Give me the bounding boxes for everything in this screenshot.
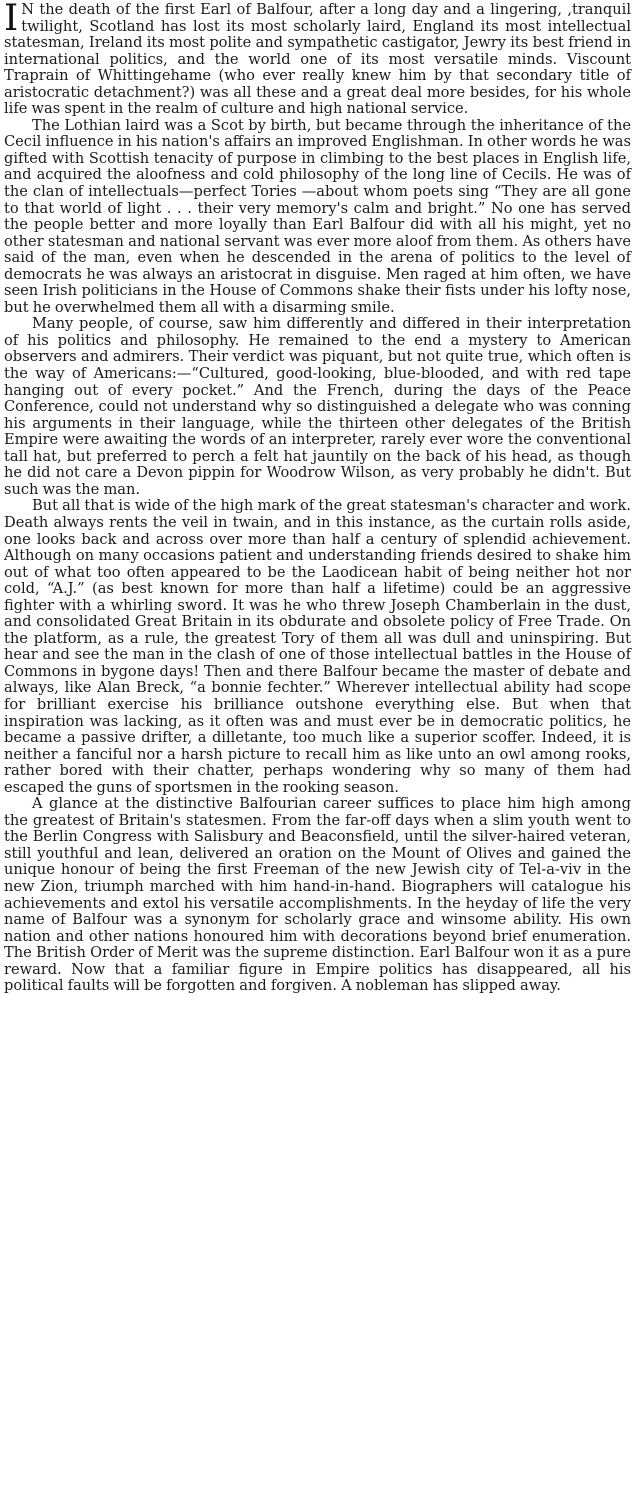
paragraph-3: Many people, of course, saw him differently and differed in their interpretation of his politics and philosophy. He remained to the end a mystery to American observers and admirers. Their verdict was piquant, but not quite true, which often is the way of Americans:—“Cultured, good-looking, blue-blooded, and with red tape hanging out of every pocket.” And the French, during the days of the Peace Conference, could not understand why so distinguished a delegate who was conning his arguments in their language, while the thirteen other delegates of the British Empire were awaiting the words of an interpreter, rarely ever wore the conventional tall hat, but preferred to perch a felt hat jauntily on the back of his head, as though he did not care a Devon pippin for Woodrow Wilson, as very probably he didn't. But such was the man.	[4, 315, 631, 498]
article-body	[4, 2, 631, 995]
drop-cap: I	[4, 0, 19, 39]
paragraph-5: A glance at the distinctive Balfourian career suffices to place him high among the greatest of Britain's statesmen. From the far-off days when a slim youth went to the Berlin Congress with Salisbury and Beaconsfield, until the silver-haired veteran, still youthful and lean, delivered an oration on the Mount of Olives and gained the unique honour of being the first Freeman of the new Jewish city of Tel-a-viv in the new Zion, triumph marched with him hand-in-hand. Biographers will catalogue his achievements and extol his versatile accomplishments. In the heyday of life the very name of Balfour was a synonym for scholarly grace and winsome ability. His own nation and other nations honoured him with decorations beyond brief enumeration. The British Order of Merit was the supreme distinction. Earl Balfour won it as a pure reward. Now that a familiar figure in Empire politics has disappeared, all his political faults will be forgotten and forgiven. A nobleman has slipped away.	[4, 795, 631, 995]
paragraph-2: The Lothian laird was a Scot by birth, but became through the inheritance of the Cecil influence in his nation's affairs an improved Englishman. In other words he was gifted with Scottish tenacity of purpose in climbing to the best places in English life, and acquired the aloofness and cold philosophy of the long line of Cecils. He was of the clan of intellectuals—perfect Tories —about whom poets sing “They are all gone to that world of light . . . their very memory's calm and bright.” No one has served the people better and more loyally than Earl Balfour did with all his might, yet no other statesman and national servant was ever more aloof from them. As others have said of the man, even when he descended in the arena of politics to the level of democrats he was always an aristocrat in disguise. Men raged at him often, we have seen Irish politicians in the House of Commons shake their fists under his lofty nose, but he overwhelmed them all with a disarming smile.	[4, 116, 631, 316]
paragraph-1-text: N the death of the first Earl of Balfour, after a long day and a lingering, ,tranquil twilight, Scotland has lost its most scholarly laird, England its most intellectual statesman, Ireland its most polite and sympathetic castigator, Jewry its best friend in international politics, and the world one of its most versatile minds. Viscount Traprain of Whittingehame (who ever really knew him by that secondary title of aristocratic detachment?) was all these and a great deal more besides, for his whole life was spent in the realm of culture and high national service.	[4, 1, 631, 118]
paragraph-4: But all that is wide of the high mark of the great statesman's character and work. Death always rents the veil in twain, and in this instance, as the curtain rolls aside, one looks back and across over more than half a century of splendid achievement. Although on many occasions patient and understanding friends desired to shake him out of what too often appeared to be the Laodicean habit of being neither hot nor cold, “A.J.” (as best known for more than half a lifetime) could be an aggressive fighter with a whirling sword. It was he who threw Joseph Chamberlain in the dust, and consolidated Great Britain in its obdurate and obsolete policy of Free Trade. On the platform, as a rule, the greatest Tory of them all was dull and uninspiring. But hear and see the man in the clash of one of those intellectual battles in the House of Commons in bygone days! Then and there Balfour became the master of debate and always, like Alan Breck, “a bonnie fechter.” Wherever intellectual ability had scope for brilliant exercise his brilliance outshone everything else. But when that inspiration was lacking, as it often was and must ever be in democratic politics, he became a passive drifter, a dilletante, too much like a superior scoffer. Indeed, it is neither a fanciful nor a harsh picture to recall him as like unto an owl among rooks, rather bored with their chatter, perhaps wondering why so many of them had escaped the guns of sportsmen in the rooking season.	[4, 497, 631, 796]
paragraph-1	[4, 2, 631, 118]
